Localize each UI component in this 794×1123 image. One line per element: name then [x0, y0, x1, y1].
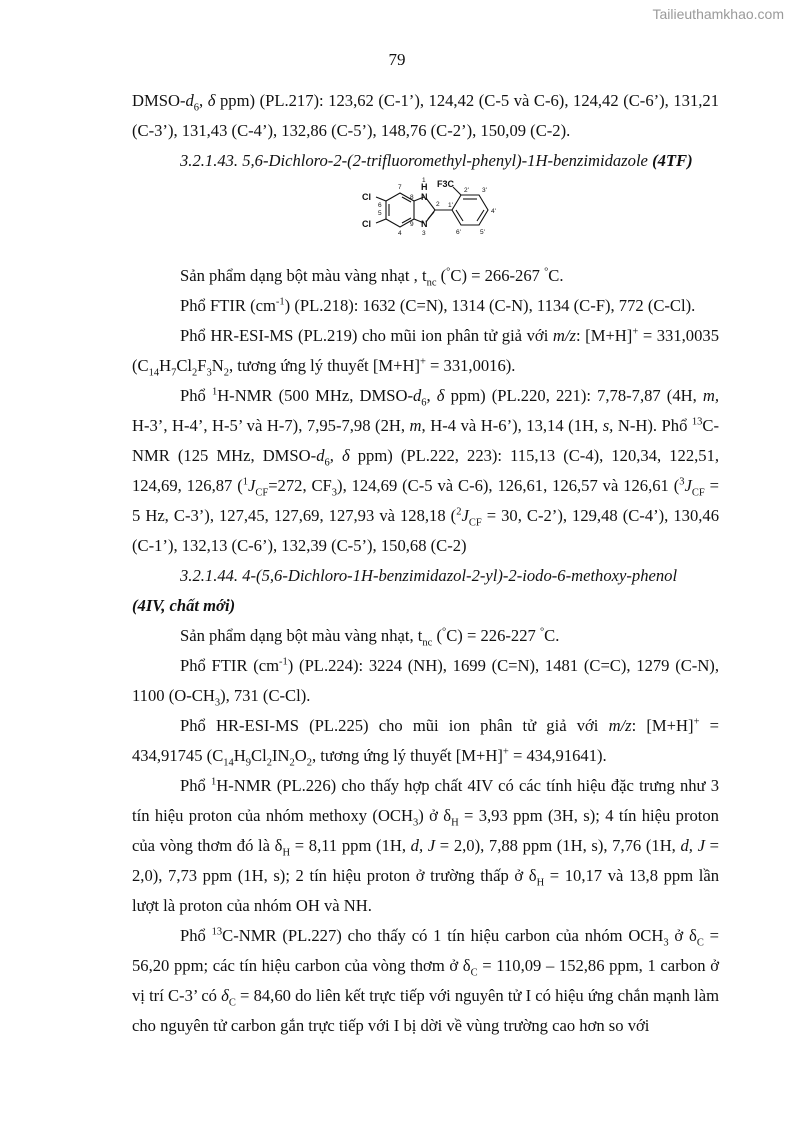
atom-number-2p: 2' — [464, 187, 469, 194]
section-heading-3-2-1-44: 3.2.1.44. 4-(5,6-Dichloro-1H-benzimidazol-2-yl)-2-iodo-6-methoxy-phenol — [180, 566, 678, 585]
atom-number-4p: 4' — [491, 208, 496, 215]
atom-number-4: 4 — [398, 230, 402, 237]
paragraph-13c-nmr-4iv: Phổ $^{13}$C-NMR (PL.227) cho thấy có 1 tín hiệu carbon của nhóm $OCH_3$ ở $\delta_C = 56,20$ ppm; các tín hiệu carbon của vòng thơm ở $\delta_C = 110,09 - 152,86$ ppm, 1 carbon ở vị trí C-3’ có $\delta_C = 84,60$ do liên kết trực tiếp với nguyên tử I có hiệu ứng chắn mạnh làm cho nguyên tử carbon gắn trực tiếp với I bị dời về vùng trường cao hơn so với — [132, 926, 720, 1035]
atom-number-5p: 5' — [480, 229, 485, 236]
atom-number-5: 5 — [378, 210, 382, 217]
watermark: Tailieuthamkhao.com — [652, 6, 784, 22]
paragraph-nmr-continued: DMSO-$d_6$, δ ppm) (PL.217): 123,62 (C-1’), 124,42 (C-5 và C-6), 124,42 (C-6’), 131,21 (C-3’), 131,43 (C-4’), 132,86 (C-5’), 148,76 (C-2’), 150,09 (C-2). — [132, 91, 719, 140]
atom-number-8: 8 — [410, 194, 414, 201]
atom-number-1p: 1' — [448, 202, 453, 209]
paragraph-nmr-4tf: Phổ $^1$H-NMR (500 MHz, DMSO-$d_6$, δ ppm) (PL.220, 221): 7,78-7,87 (4H, m, H-3’, H-4’, H-5’ và H-7), 7,95-7,98 (2H, m, H-4 và H-6’), 13,14 (1H, s, N-H). Phổ $^{13}$C-NMR (125 MHz, DMSO-$d_6$, δ ppm) (PL.222, 223): 115,13 (C-4), 120,34, 122,51, 124,69, 126,87 ($^1J_{CF}=272$, $CF_3$), 124,69 (C-5 và C-6), 126,61, 126,57 và 126,61 ($^3J_{CF} = 5$ Hz, C-3’), 127,45, 127,69, 127,93 và 128,18 ($^2J_{CF} = 30$, C-2’), 129,48 (C-4’), 130,46 (C-1’), 132,13 (C-6’), 132,39 (C-5’), 150,68 (C-2) — [132, 386, 720, 555]
cl-top-label: Cl — [362, 192, 371, 202]
paragraph-appearance-4tf: Sản phẩm dạng bột màu vàng nhạt , $t_{nc}$ (°C) = 266-267 °C. — [180, 266, 564, 289]
atom-number-3: 3 — [422, 230, 426, 237]
structure-drawing — [340, 177, 540, 259]
paragraph-hrms-4iv: Phổ HR-ESI-MS (PL.225) cho mũi ion phân tử giả với m/z: [M+H]+ = 434,91745 ($C_{14}H_9Cl_2IN_2O_2$, tương ứng lý thuyết [M+H]+ = 434,91641). — [132, 716, 719, 769]
atom-number-1: 1 — [422, 177, 426, 184]
n1-label: N — [421, 192, 428, 202]
atom-number-7: 7 — [398, 184, 402, 191]
cf3-label: F3C — [437, 179, 455, 189]
atom-number-2: 2 — [436, 201, 440, 208]
n3-label: N — [421, 219, 428, 229]
paragraph-hrms-4tf: Phổ HR-ESI-MS (PL.219) cho mũi ion phân tử giả với m/z: [M+H]+ = 331,0035 ($C_{14}H_7Cl_2F_3N_2$, tương ứng lý thuyết [M+H]+ = 331,0016). — [132, 326, 719, 379]
atom-number-3p: 3' — [482, 187, 487, 194]
page-number: 79 — [388, 50, 406, 69]
atom-number-6: 6 — [378, 202, 382, 209]
paragraph-appearance-4iv: Sản phẩm dạng bột màu vàng nhạt, $t_{nc}$ (°C) = 226-227 °C. — [180, 626, 560, 649]
atom-number-6p: 6' — [456, 229, 461, 236]
section-heading-3-2-1-44-code: (4IV, chất mới) — [132, 596, 236, 615]
cl-bottom-label: Cl — [362, 219, 371, 229]
chemical-structure-4tf — [132, 177, 719, 259]
section-heading-3-2-1-43: 3.2.1.43. 5,6-Dichloro-2-(2-trifluoromethyl-phenyl)-1H-benzimidazole (4TF) — [180, 151, 693, 170]
h1-label: H — [421, 182, 428, 192]
paragraph-ftir-4iv: Phổ FTIR $(cm^{-1})$ (PL.224): 3224 (NH), 1699 (C=N), 1481 (C=C), 1279 (C-N), 1100 $(O-CH_3)$, 731 (C-Cl). — [132, 656, 719, 709]
paragraph-ftir-4tf: Phổ FTIR $(cm^{-1})$ (PL.218): 1632 (C=N), 1314 (C-N), 1134 (C-F), 772 (C-Cl). — [180, 296, 696, 315]
atom-number-9: 9 — [410, 221, 414, 228]
page-content — [132, 86, 719, 1041]
paragraph-1h-nmr-4iv: Phổ $^1$H-NMR (PL.226) cho thấy hợp chất 4IV có các tính hiệu đặc trưng như 3 tín hiệu proton của nhóm methoxy $(OCH_3)$ ở $\delta_H = 3,93$ ppm (3H, s); 4 tín hiệu proton của vòng thơm đó là $\delta_H = 8,11$ ppm (1H, d, J = 2,0), 7,88 ppm (1H, s), 7,76 (1H, d, J = 2,0), 7,73 ppm (1H, s); 2 tín hiệu proton ở trường thấp ở $\delta_H = 10,17$ và 13,8 ppm lần lượt là proton của nhóm OH và NH. — [132, 776, 720, 915]
